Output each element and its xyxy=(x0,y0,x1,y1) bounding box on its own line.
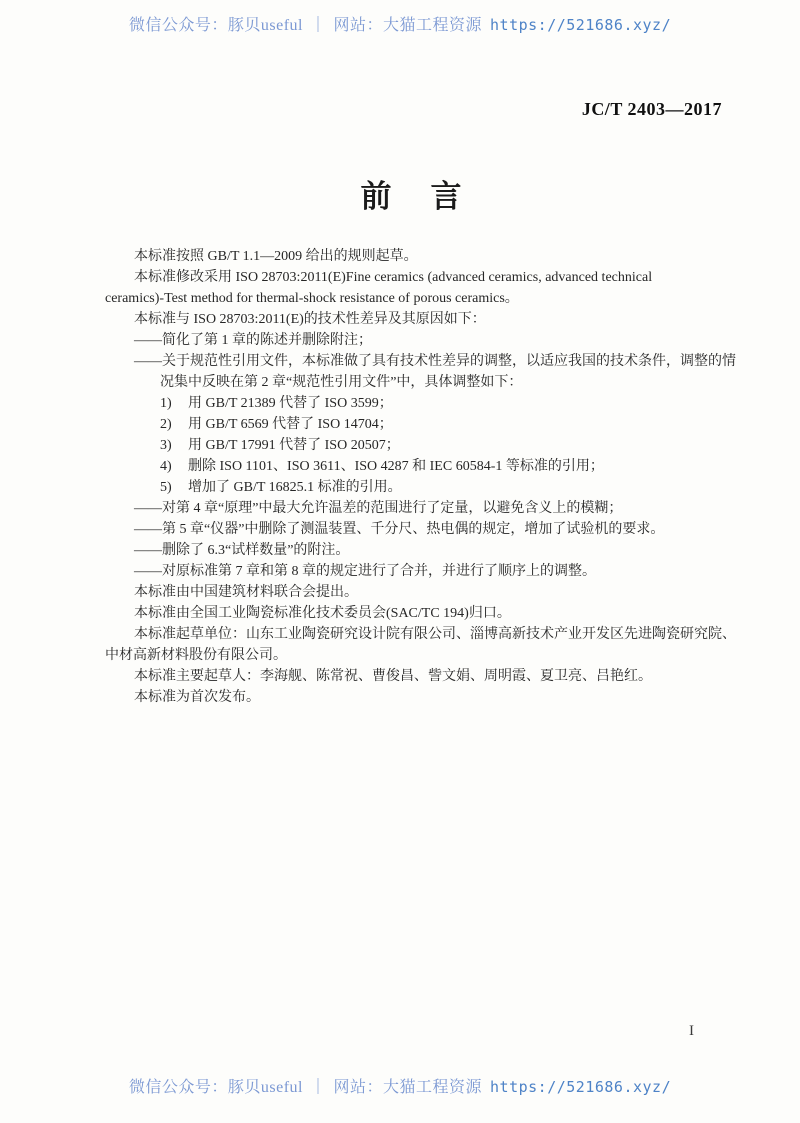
watermark-url: https://521686.xyz/ xyxy=(490,1078,672,1096)
watermark-top xyxy=(0,12,800,35)
body-line xyxy=(105,456,725,477)
watermark-text: 网站：大猫工程资源 xyxy=(333,17,483,34)
body-line xyxy=(105,414,725,435)
line-text: 本标准与 ISO 28703:2011(E)的技术性差异及其原因如下： xyxy=(134,312,486,327)
watermark-bottom xyxy=(0,1074,800,1097)
list-number: 1) xyxy=(160,396,172,411)
line-text: ——对第 4 章“原理”中最大允许温差的范围进行了定量，以避免含义上的模糊； xyxy=(134,501,623,516)
line-text: 本标准按照 GB/T 1.1—2009 给出的规则起草。 xyxy=(134,249,418,264)
page-number: I xyxy=(689,1023,694,1039)
preface-body xyxy=(105,246,736,708)
line-text: 本标准主要起草人：李海舰、陈常祝、曹俊昌、訾文娟、周明霞、夏卫亮、吕艳红。 xyxy=(134,669,652,684)
line-text: ——第 5 章“仪器”中删除了测温装置、千分尺、热电偶的规定，增加了试验机的要求。 xyxy=(134,522,665,537)
page-title: 前 言 xyxy=(360,179,466,214)
body-line xyxy=(105,645,725,666)
body-line xyxy=(105,540,725,561)
body-line xyxy=(105,561,725,582)
line-text: 本标准为首次发布。 xyxy=(134,690,260,705)
body-line xyxy=(105,582,725,603)
line-text: 增加了 GB/T 16825.1 标准的引用。 xyxy=(188,480,402,495)
line-text: 本标准由中国建筑材料联合会提出。 xyxy=(134,585,358,600)
list-number: 5) xyxy=(160,480,172,495)
body-line xyxy=(105,393,725,414)
body-line xyxy=(105,477,725,498)
watermark-url: https://521686.xyz/ xyxy=(490,16,672,34)
list-number: 4) xyxy=(160,459,172,474)
line-text: 本标准起草单位：山东工业陶瓷研究设计院有限公司、淄博高新技术产业开发区先进陶瓷研究院、 xyxy=(134,627,736,642)
line-text: 用 GB/T 17991 代替了 ISO 20507； xyxy=(188,438,400,453)
watermark-separator: ｜ xyxy=(309,17,327,34)
body-line xyxy=(105,687,725,708)
body-line xyxy=(105,267,725,288)
line-text: 本标准由全国工业陶瓷标准化技术委员会(SAC/TC 194)归口。 xyxy=(134,606,511,621)
list-number: 3) xyxy=(160,438,172,453)
watermark-text: 网站：大猫工程资源 xyxy=(333,1079,483,1096)
body-line xyxy=(105,498,725,519)
body-line xyxy=(105,288,725,309)
list-number: 2) xyxy=(160,417,172,432)
body-line xyxy=(105,603,725,624)
line-text: 中材高新材料股份有限公司。 xyxy=(105,648,287,663)
standard-number: JC/T 2403—2017 xyxy=(581,99,722,119)
body-line xyxy=(105,435,725,456)
body-line xyxy=(105,330,725,351)
body-line xyxy=(105,309,725,330)
watermark-text: 微信公众号：豚贝useful xyxy=(128,17,303,34)
line-text: 用 GB/T 6569 代替了 ISO 14704； xyxy=(188,417,393,432)
line-text: 况集中反映在第 2 章“规范性引用文件”中，具体调整如下： xyxy=(160,375,523,390)
line-text: 删除 ISO 1101、ISO 3611、ISO 4287 和 IEC 60584-1 等标准的引用； xyxy=(188,459,604,474)
body-line xyxy=(105,246,725,267)
watermark-separator: ｜ xyxy=(309,1079,327,1096)
line-text: ceramics)-Test method for thermal-shock resistance of porous ceramics。 xyxy=(105,291,519,306)
body-line xyxy=(105,372,725,393)
body-line xyxy=(105,519,725,540)
body-line xyxy=(105,351,736,372)
line-text: ——删除了 6.3“试样数量”的附注。 xyxy=(134,543,350,558)
line-text: 本标准修改采用 ISO 28703:2011(E)Fine ceramics (advanced ceramics, advanced technical xyxy=(134,270,653,285)
line-text: ——关于规范性引用文件，本标准做了具有技术性差异的调整，以适应我国的技术条件，调整的情 xyxy=(134,354,736,369)
line-text: 用 GB/T 21389 代替了 ISO 3599； xyxy=(188,396,393,411)
line-text: ——简化了第 1 章的陈述并删除附注； xyxy=(134,333,372,348)
body-line xyxy=(105,666,725,687)
watermark-text: 微信公众号：豚贝useful xyxy=(128,1079,303,1096)
body-line xyxy=(105,624,736,645)
line-text: ——对原标准第 7 章和第 8 章的规定进行了合并，并进行了顺序上的调整。 xyxy=(134,564,596,579)
